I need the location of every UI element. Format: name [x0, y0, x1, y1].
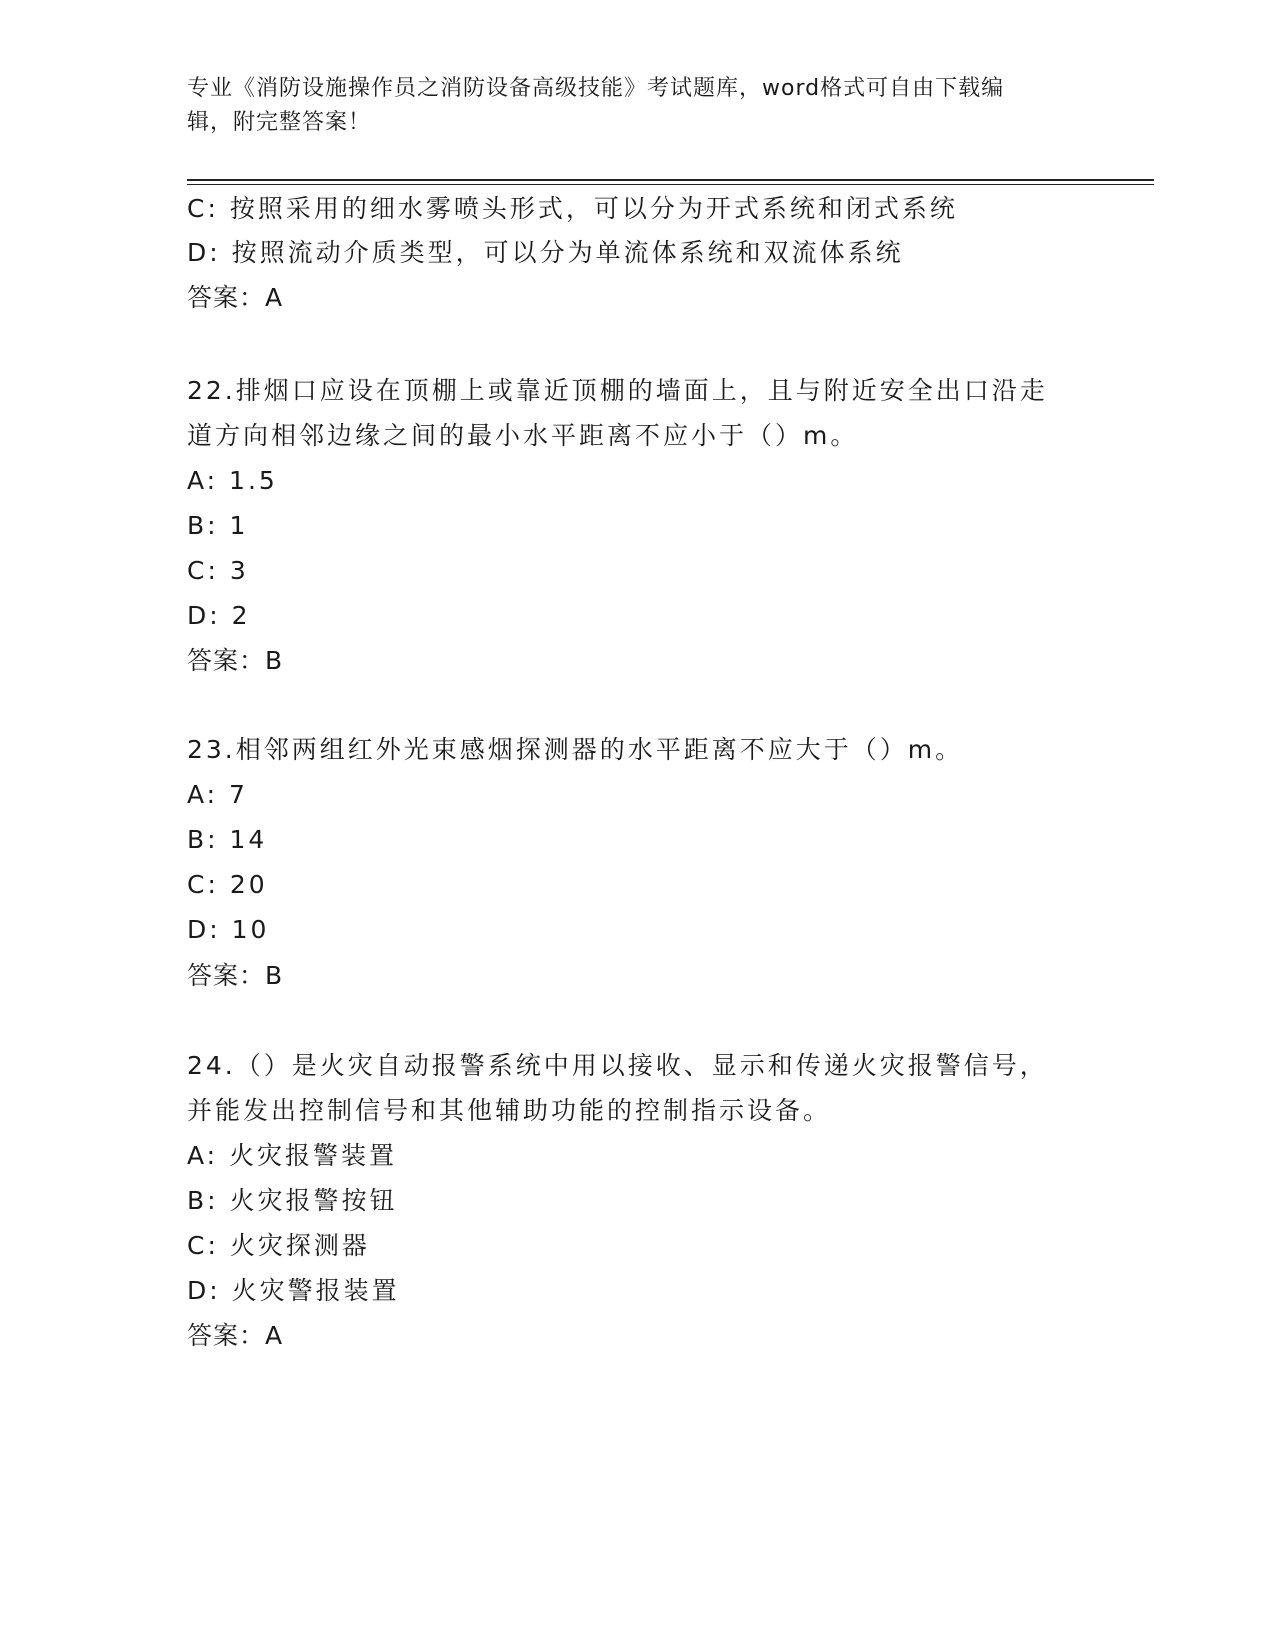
q24-option-a: A: 火灾报警装置	[187, 1141, 398, 1170]
header-line-2: 辑，附完整答案！	[187, 110, 372, 135]
q22-option-b: B: 1	[187, 511, 249, 540]
q21-option-d: D: 按照流动介质类型，可以分为单流体系统和双流体系统	[187, 238, 904, 267]
q24-option-d: D: 火灾警报装置	[187, 1276, 400, 1305]
q22-option-d: D: 2	[187, 601, 251, 630]
q23-option-d: D: 10	[187, 915, 270, 944]
q24-stem-line-1: 24.（）是火灾自动报警系统中用以接收、显示和传递火灾报警信号，	[187, 1051, 1048, 1080]
header-divider-thick	[187, 179, 1154, 181]
q23-stem-line-1: 23.相邻两组红外光束感烟探测器的水平距离不应大于（）m。	[187, 735, 964, 764]
q24-option-b: B: 火灾报警按钮	[187, 1186, 398, 1215]
q21-answer: 答案：A	[187, 283, 284, 312]
q21-option-c: C: 按照采用的细水雾喷头形式，可以分为开式系统和闭式系统	[187, 194, 958, 223]
q22-answer: 答案：B	[187, 646, 284, 675]
q22-stem-line-2: 道方向相邻边缘之间的最小水平距离不应小于（）m。	[187, 421, 859, 450]
q22-option-c: C: 3	[187, 556, 249, 585]
q23-option-b: B: 14	[187, 825, 268, 854]
q24-answer: 答案：A	[187, 1321, 284, 1350]
q22-stem-line-1: 22.排烟口应设在顶棚上或靠近顶棚的墙面上，且与附近安全出口沿走	[187, 376, 1048, 405]
header-line-1: 专业《消防设施操作员之消防设备高级技能》考试题库，word格式可自由下载编	[187, 76, 1005, 101]
q22-option-a: A: 1.5	[187, 466, 278, 495]
q24-stem-line-2: 并能发出控制信号和其他辅助功能的控制指示设备。	[187, 1096, 832, 1125]
q23-answer: 答案：B	[187, 961, 284, 990]
header-divider-thin	[187, 184, 1154, 185]
q24-option-c: C: 火灾探测器	[187, 1231, 370, 1260]
q23-option-c: C: 20	[187, 870, 268, 899]
q23-option-a: A: 7	[187, 780, 248, 809]
document-header	[187, 72, 1087, 140]
